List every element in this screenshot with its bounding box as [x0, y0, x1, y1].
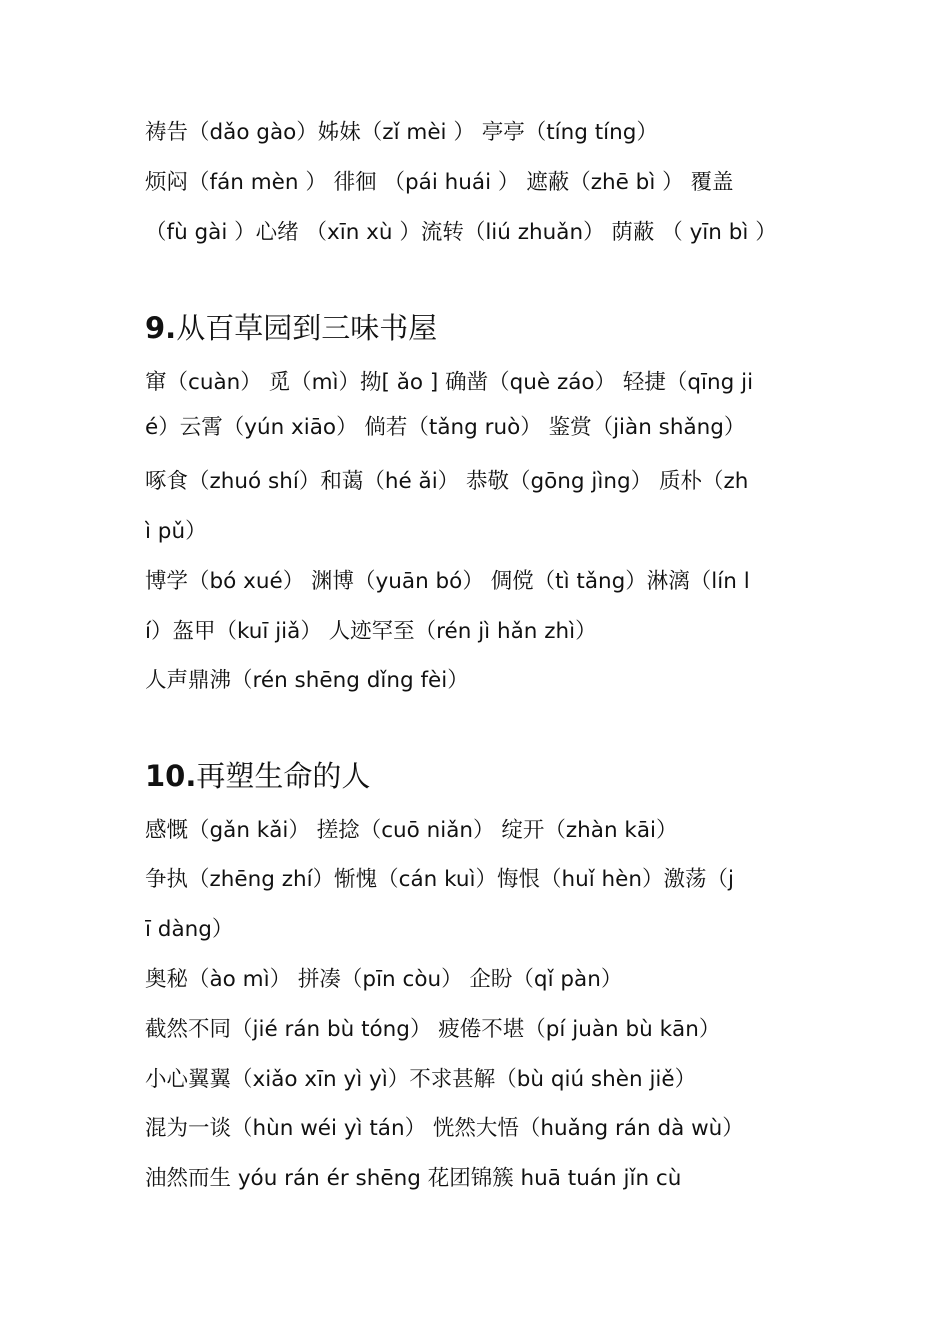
section-heading-9 [145, 310, 437, 346]
text-line: 小心翼翼（xiǎo xīn yì yì）不求甚解（bù qiú shèn jiě） [145, 1067, 697, 1092]
text-line: ì pǔ） [145, 519, 207, 544]
text-line: ī dàng） [145, 917, 234, 942]
section-number: 9. [145, 311, 177, 345]
section-title: 从百草园到三味书屋 [176, 311, 438, 345]
text-line: 感慨（gǎn kǎi） 搓捻（cuō niǎn） 绽开（zhàn kāi） [145, 818, 678, 843]
section-number: 10. [145, 759, 197, 793]
text-line: 混为一谈（hùn wéi yì tán） 恍然大悟（huǎng rán dà wù） [145, 1116, 744, 1141]
text-line: 祷告（dǎo gào）姊妹（zǐ mèi ） 亭亭（tíng tíng） [145, 120, 658, 145]
text-line: 博学（bó xué） 渊博（yuān bó） 倜傥（tì tǎng）淋漓（lín l [145, 569, 750, 594]
text-line: í）盔甲（kuī jiǎ） 人迹罕至（rén jì hǎn zhì） [145, 619, 597, 644]
section-title: 再塑生命的人 [196, 759, 371, 793]
text-line: （fù gài ）心绪 （xīn xù ）流转（liú zhuǎn） 荫蔽 （ yīn bì ） [145, 220, 777, 245]
section-heading-10 [145, 758, 370, 794]
text-line: 窜（cuàn） 觅（mì）拗[ ǎo ] 确凿（què záo） 轻捷（qīng ji [145, 370, 754, 395]
text-line: 人声鼎沸（rén shēng dǐng fèi） [145, 668, 469, 693]
text-line: 啄食（zhuó shí）和蔼（hé ǎi） 恭敬（gōng jìng） 质朴（zh [145, 469, 749, 494]
text-line: é）云霄（yún xiāo） 倘若（tǎng ruò） 鉴赏（jiàn shǎng） [145, 415, 746, 440]
text-line: 烦闷（fán mèn ） 徘徊 （pái huái ） 遮蔽（zhē bì ） 覆盖 [145, 170, 734, 195]
text-line: 截然不同（jié rán bù tóng） 疲倦不堪（pí juàn bù kān） [145, 1017, 721, 1042]
text-line: 油然而生 yóu rán ér shēng 花团锦簇 huā tuán jǐn cù [145, 1166, 682, 1191]
text-line: 争执（zhēng zhí）惭愧（cán kuì）悔恨（huǐ hèn）激荡（j [145, 867, 734, 892]
text-line: 奥秘（ào mì） 拼凑（pīn còu） 企盼（qǐ pàn） [145, 967, 623, 992]
